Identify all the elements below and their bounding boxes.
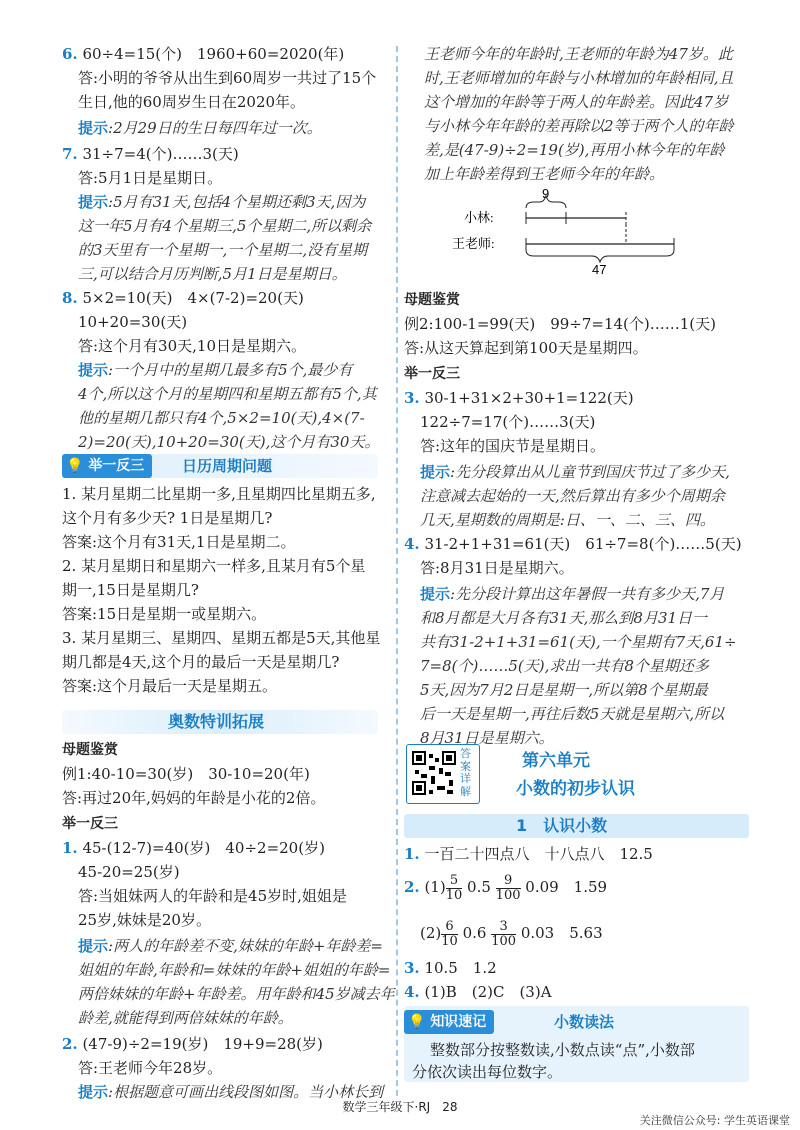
mother-problem-heading-2: 母题鉴赏 <box>404 292 460 308</box>
q7-hint-2: 这一年5月有4个星期三,5个星期二,所以剩余 <box>78 217 372 235</box>
q8-hint-label: 提示 <box>78 361 109 379</box>
continued-hint-4: 与小林今年年龄的差再除以2等于两个人的年龄 <box>424 117 734 135</box>
qr-code-box[interactable] <box>406 744 480 804</box>
q8-answer: 答:这个月有30天,10日是星期六。 <box>78 337 306 355</box>
calendar-banner <box>62 454 378 478</box>
qr-label: 答案详解 <box>460 747 471 798</box>
q6-answer-1: 答:小明的爷爷从出生到60周岁一共过了15个 <box>78 69 377 87</box>
diagram-top-number: 9 <box>542 186 550 201</box>
continued-hint-6: 加上年龄差得到王老师今年的年龄。 <box>424 165 665 183</box>
ex1-answer: 答案:这个月有31天,1日是星期二。 <box>62 533 296 551</box>
r3-number: 3. <box>404 389 420 407</box>
p1-hint-1: :两人的年龄差不变,妹妹的年龄+年龄差= <box>108 937 383 955</box>
r4-hint-label: 提示 <box>420 585 451 603</box>
diagram-label-teacher: 王老师: <box>452 236 495 251</box>
q7-number: 7. <box>62 145 78 163</box>
q7-answer: 答:5月1日是星期日。 <box>78 169 223 187</box>
olympiad-banner-title: 奥数特训拓展 <box>168 712 265 731</box>
s2-number: 2. <box>404 878 420 896</box>
p1-equation-2: 45-20=25(岁) <box>78 863 180 881</box>
p1-answer-1: 答:当姐妹两人的年龄和是45岁时,姐姐是 <box>78 887 347 905</box>
example1-equation: 例1:40-10=30(岁) 30-10=20(年) <box>62 765 310 783</box>
q6-answer-2: 生日,他的60周岁生日在2020年。 <box>78 93 306 111</box>
fraction-3-100: $\frac{3}{100}$ <box>491 918 517 949</box>
juyi-heading-2: 举一反三 <box>404 366 460 382</box>
s3-number: 3. <box>404 959 420 977</box>
fraction-5-10: $\frac{5}{10}$ <box>445 872 463 903</box>
ex2-answer: 答案:15日是星期一或星期六。 <box>62 605 267 623</box>
ex3-answer: 答案:这个月最后一天是星期五。 <box>62 677 278 695</box>
knowledge-tip-line-2: 分依次读出每位数字。 <box>412 1063 563 1081</box>
knowledge-badge: 💡 知识速记 <box>404 1010 494 1034</box>
watermark-text: 关注微信公众号: 学生英语课堂 <box>639 1114 790 1127</box>
s2-row-2 <box>420 916 603 950</box>
ex3-question-2: 期几都是4天,这个月的最后一天是星期几? <box>62 653 340 671</box>
ex2-question-1: 2. 某月星期日和星期六一样多,且某月有5个星 <box>62 557 366 575</box>
q6-hint-label: 提示 <box>78 119 109 137</box>
p1-equation-1: 45-(12-7)=40(岁) 40÷2=20(岁) <box>82 839 325 857</box>
q7-hint-label: 提示 <box>78 193 109 211</box>
p2-hint: :根据题意可画出线段图如图。当小林长到 <box>108 1083 384 1101</box>
q7-hint-1: :5月有31天,包括4个星期还剩3天,因为 <box>108 193 366 211</box>
fraction-6-10: $\frac{6}{10}$ <box>441 918 458 949</box>
q8-number: 8. <box>62 289 78 307</box>
continued-hint-1: 王老师今年的年龄时,王老师的年龄为47岁。此 <box>424 45 733 63</box>
segment-diagram <box>452 184 684 277</box>
r4-answer: 答:8月31日是星期六。 <box>420 559 574 577</box>
r4-equation: 31-2+1+31=61(天) 61÷7=8(个)……5(天) <box>424 535 742 553</box>
q7-hint-3: 的3天里有一个星期一,一个星期二,没有星期 <box>78 241 368 259</box>
s2-value-4: 0.03 5.63 <box>520 924 603 942</box>
r3-equation-1: 30-1+31×2+30+1=122(天) <box>424 389 634 407</box>
continued-hint-5: 差,是(47-9)÷2=19(岁),再用小林今年的年龄 <box>424 141 725 159</box>
q8-hint-3: 他的星期几都只有4个,5×2=10(天),4×(7- <box>78 409 365 427</box>
diagram-bottom-brace <box>526 250 674 262</box>
q8-equation-2: 10+20=30(天) <box>78 313 188 331</box>
r3-answer: 答:这年的国庆节是星期日。 <box>420 437 606 455</box>
r3-hint-label: 提示 <box>420 463 451 481</box>
p1-answer-2: 25岁,妹妹是20岁。 <box>78 911 211 929</box>
unit-title: 第六单元 <box>522 751 590 771</box>
q8-hint-1: :一个月中的星期几最多有5个,最少有 <box>108 361 353 379</box>
p2-equation: (47-9)÷2=19(岁) 19+9=28(岁) <box>82 1035 323 1053</box>
unit-subtitle: 小数的初步认识 <box>516 779 635 799</box>
q7-equation: 31÷7=4(个)……3(天) <box>82 145 239 163</box>
fraction-9-100: $\frac{9}{100}$ <box>495 872 521 903</box>
q6-number: 6. <box>62 45 78 63</box>
s4-number: 4. <box>404 983 420 1001</box>
continued-hint-2: 时,王老师增加的年龄与小林增加的年龄相同,且 <box>424 69 734 87</box>
r4-hint-2: 和8月都是大月各有31天,那么到8月31日一 <box>420 609 708 627</box>
r4-hint-7: 8月31日是星期六。 <box>420 729 554 747</box>
example2-answer: 答:从这天算起到第100天是星期四。 <box>404 339 648 357</box>
p1-hint-label: 提示 <box>78 937 109 955</box>
r4-hint-6: 后一天是星期一,再往后数5天就是星期六,所以 <box>420 705 725 723</box>
ex2-question-2: 期一,15日是星期几? <box>62 581 199 599</box>
knowledge-tip-box <box>404 1006 749 1082</box>
page-footer: 数学三年级下·RJ 28 <box>342 1100 458 1114</box>
column-divider <box>396 46 398 1096</box>
olympiad-banner <box>62 710 378 734</box>
p2-number: 2. <box>62 1035 78 1053</box>
q6-equation: 60÷4=15(个) 1960+60=2020(年) <box>82 45 345 63</box>
ex1-question-1: 1. 某月星期二比星期一多,且星期四比星期五多, <box>62 485 376 503</box>
p1-hint-4: 龄差,就能得到两倍妹妹的年龄。 <box>78 1009 293 1027</box>
continued-hint-3: 这个增加的年龄等于两人的年龄差。因此47岁 <box>424 93 729 111</box>
diagram-bottom-number: 47 <box>592 262 607 277</box>
r4-hint-3: 共有31-2+1+31=61(天),一个星期有7天,61÷ <box>420 633 737 651</box>
p1-hint-2: 姐姐的年龄,年龄和=妹妹的年龄+姐姐的年龄= <box>78 961 391 979</box>
s2-value-3: 0.6 <box>462 924 487 942</box>
qr-code-icon <box>411 750 457 796</box>
r4-number: 4. <box>404 535 420 553</box>
s2-value-2: 0.09 1.59 <box>525 878 608 896</box>
s2-part1-label: (1) <box>424 878 446 896</box>
mother-problem-heading-1: 母题鉴赏 <box>62 742 118 758</box>
r3-equation-2: 122÷7=17(个)……3(天) <box>420 413 596 431</box>
s1-answer: 一百二十四点八 十八点八 12.5 <box>424 845 653 863</box>
s2-value-1: 0.5 <box>467 878 491 896</box>
ex1-question-2: 这个月有多少天? 1日是星期几? <box>62 509 273 527</box>
r3-hint-2: 注意减去起始的一天,然后算出有多少个周期余 <box>420 487 725 505</box>
juyi-heading-1: 举一反三 <box>62 816 118 832</box>
p2-hint-label: 提示 <box>78 1083 109 1101</box>
example1-answer: 答:再过20年,妈妈的年龄是小花的2倍。 <box>62 789 326 807</box>
p1-number: 1. <box>62 839 78 857</box>
example2-equation: 例2:100-1=99(天) 99÷7=14(个)……1(天) <box>404 315 717 333</box>
q6-hint: :2月29日的生日每四年过一次。 <box>108 119 322 137</box>
s4-answer: (1)B (2)C (3)A <box>424 983 552 1001</box>
s1-number: 1. <box>404 845 420 863</box>
p1-hint-3: 两倍妹妹的年龄+年龄差。用年龄和45岁减去年 <box>78 985 395 1003</box>
ex3-question-1: 3. 某月星期三、星期四、星期五都是5天,其他星 <box>62 629 381 647</box>
q7-hint-4: 三,可以结合月历判断,5月1日是星期日。 <box>78 265 347 283</box>
r4-hint-4: 7=8(个)……5(天),求出一共有8个星期还多 <box>420 657 709 675</box>
r3-hint-3: 几天,星期数的周期是:日、一、二、三、四。 <box>420 511 715 529</box>
p2-answer: 答:王老师今年28岁。 <box>78 1059 223 1077</box>
r3-hint-1: :先分段算出从儿童节到国庆节过了多少天, <box>450 463 730 481</box>
s2-part2-label: (2) <box>420 924 442 942</box>
r4-hint-1: :先分段计算出这年暑假一共有多少天,7月 <box>450 585 725 603</box>
juyi-badge: 💡 举一反三 <box>62 454 152 478</box>
s2-row-1 <box>404 870 607 904</box>
calendar-banner-title: 日历周期问题 <box>182 457 273 475</box>
s3-answer: 10.5 1.2 <box>424 959 497 977</box>
diagram-label-xiaolin: 小林: <box>464 210 494 225</box>
q8-hint-2: 4个,所以这个月的星期四和星期五都有5个,其 <box>78 385 377 403</box>
knowledge-tip-line-1: 整数部分按整数读,小数点读“点”,小数部 <box>430 1041 695 1059</box>
lesson-banner <box>404 814 749 838</box>
lesson-title: 1 认识小数 <box>516 816 608 835</box>
q8-equation-1: 5×2=10(天) 4×(7-2)=20(天) <box>82 289 304 307</box>
q8-hint-4: 2)=20(天),10+20=30(天),这个月有30天。 <box>78 433 380 451</box>
knowledge-tip-title: 小数读法 <box>554 1013 615 1031</box>
r4-hint-5: 5天,因为7月2日是星期一,所以第8个星期最 <box>420 681 708 699</box>
